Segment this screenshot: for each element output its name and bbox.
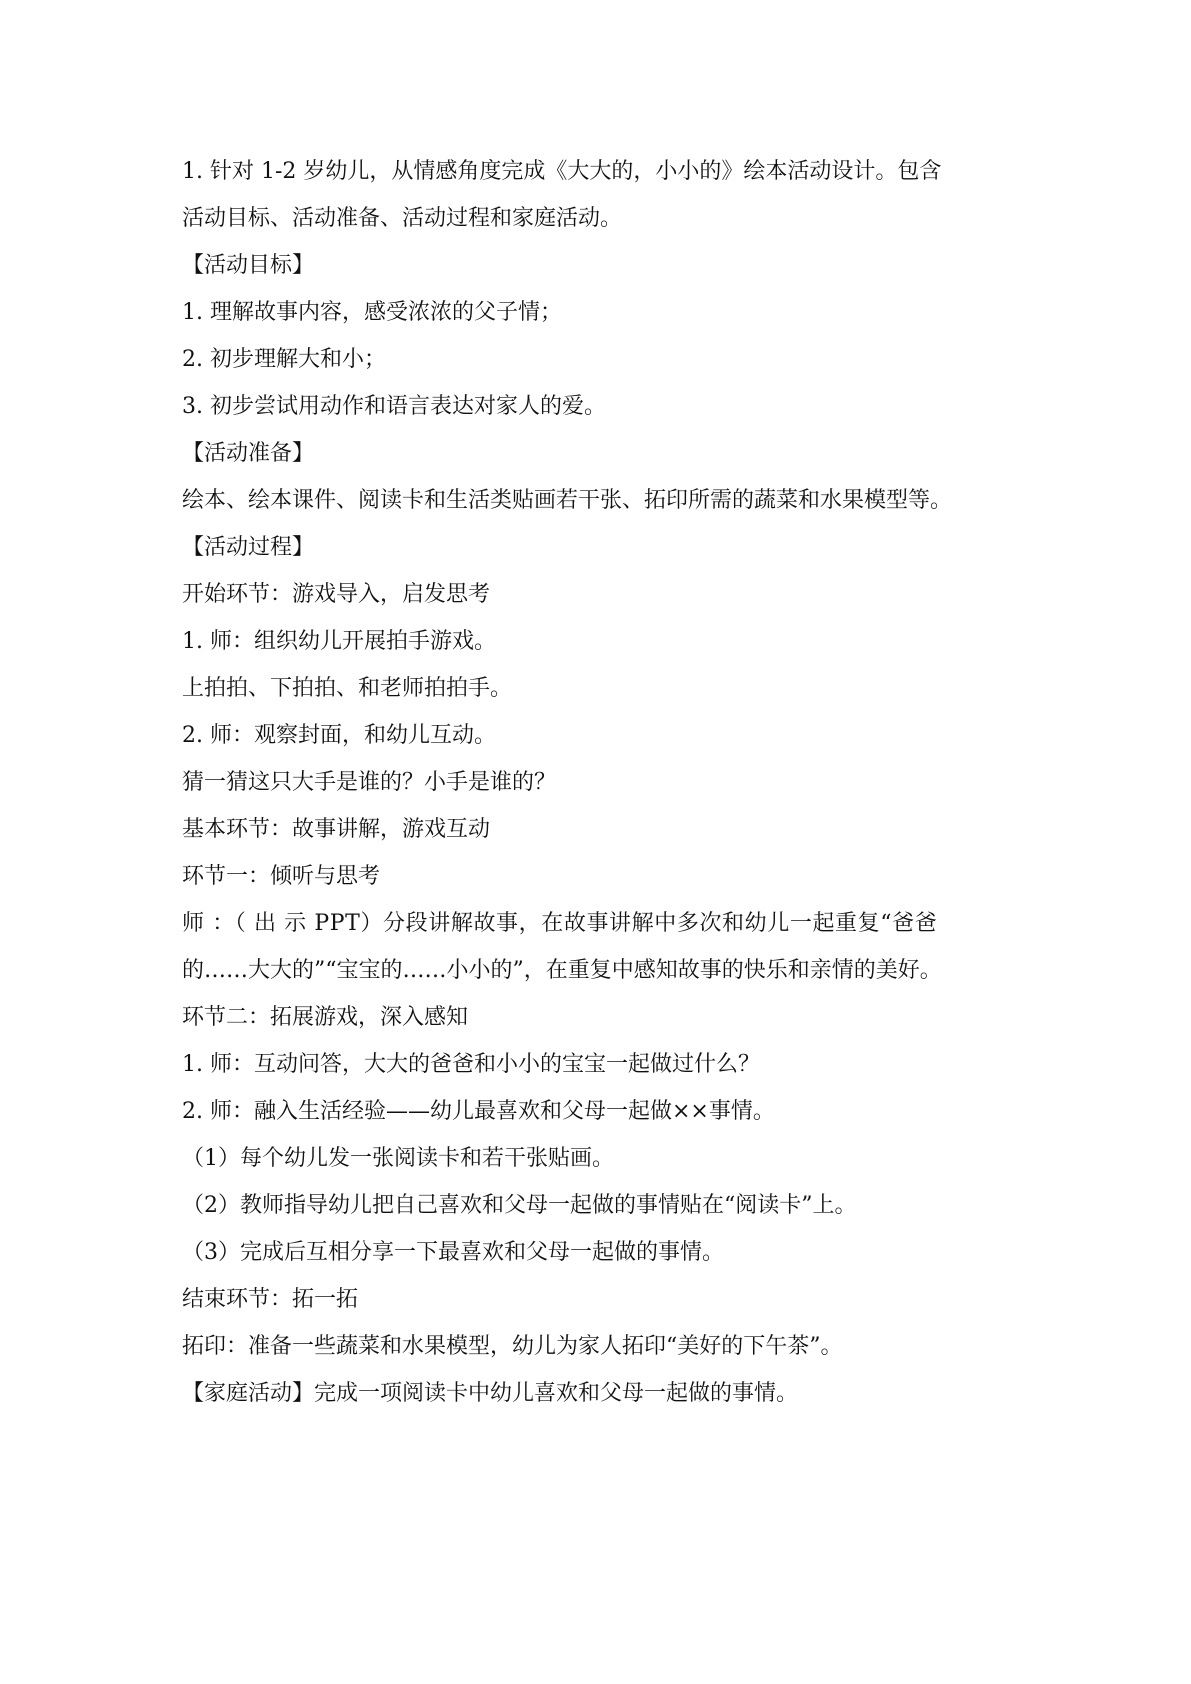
section-heading-goals: 【活动目标】 bbox=[182, 253, 315, 278]
family-activity-line: 【家庭活动】完成一项阅读卡中幼儿喜欢和父母一起做的事情。 bbox=[182, 1381, 799, 1406]
process-start-item-1: 1. 师：组织幼儿开展拍手游戏。 bbox=[182, 629, 496, 654]
process-basic-part-1: 环节一：倾听与思考 bbox=[182, 864, 381, 889]
process-basic-part-1-text-b: 的……大大的”“宝宝的……小小的”，在重复中感知故事的快乐和亲情的美好。 bbox=[182, 958, 942, 983]
process-start-item-1-detail: 上拍拍、下拍拍、和老师拍拍手。 bbox=[182, 676, 513, 701]
process-stage-end: 结束环节：拓一拓 bbox=[182, 1287, 359, 1312]
goal-item-2: 2. 初步理解大和小； bbox=[182, 347, 386, 372]
process-basic-part-2-item-2: 2. 师：融入生活经验——幼儿最喜欢和父母一起做××事情。 bbox=[182, 1099, 775, 1124]
process-substep-2: （2）教师指导幼儿把自己喜欢和父母一起做的事情贴在“阅读卡”上。 bbox=[182, 1193, 857, 1218]
question-line-1: 1. 针对 1-2 岁幼儿，从情感角度完成《大大的，小小的》绘本活动设计。包含 bbox=[182, 159, 942, 184]
process-start-item-2: 2. 师：观察封面，和幼儿互动。 bbox=[182, 723, 496, 748]
section-heading-preparation: 【活动准备】 bbox=[182, 441, 315, 466]
process-basic-part-1-text-a: 师 ：（ 出 示 PPT）分段讲解故事，在故事讲解中多次和幼儿一起重复“爸爸 bbox=[182, 911, 938, 936]
preparation-text: 绘本、绘本课件、阅读卡和生活类贴画若干张、拓印所需的蔬菜和水果模型等。 bbox=[182, 488, 953, 513]
process-substep-3: （3）完成后互相分享一下最喜欢和父母一起做的事情。 bbox=[182, 1240, 724, 1265]
process-end-detail: 拓印：准备一些蔬菜和水果模型，幼儿为家人拓印“美好的下午茶”。 bbox=[182, 1334, 843, 1359]
document-body bbox=[182, 148, 1022, 1417]
question-line-2: 活动目标、活动准备、活动过程和家庭活动。 bbox=[182, 206, 623, 231]
section-heading-process: 【活动过程】 bbox=[182, 535, 315, 560]
process-substep-1: （1）每个幼儿发一张阅读卡和若干张贴画。 bbox=[182, 1146, 614, 1171]
goal-item-1: 1. 理解故事内容，感受浓浓的父子情； bbox=[182, 300, 562, 325]
process-stage-start: 开始环节：游戏导入，启发思考 bbox=[182, 582, 491, 607]
process-start-item-2-detail: 猜一猜这只大手是谁的？小手是谁的？ bbox=[182, 770, 557, 795]
process-stage-basic: 基本环节：故事讲解，游戏互动 bbox=[182, 817, 491, 842]
goal-item-3: 3. 初步尝试用动作和语言表达对家人的爱。 bbox=[182, 394, 606, 419]
process-basic-part-2: 环节二：拓展游戏，深入感知 bbox=[182, 1005, 469, 1030]
process-basic-part-2-item-1: 1. 师：互动问答，大大的爸爸和小小的宝宝一起做过什么？ bbox=[182, 1052, 760, 1077]
